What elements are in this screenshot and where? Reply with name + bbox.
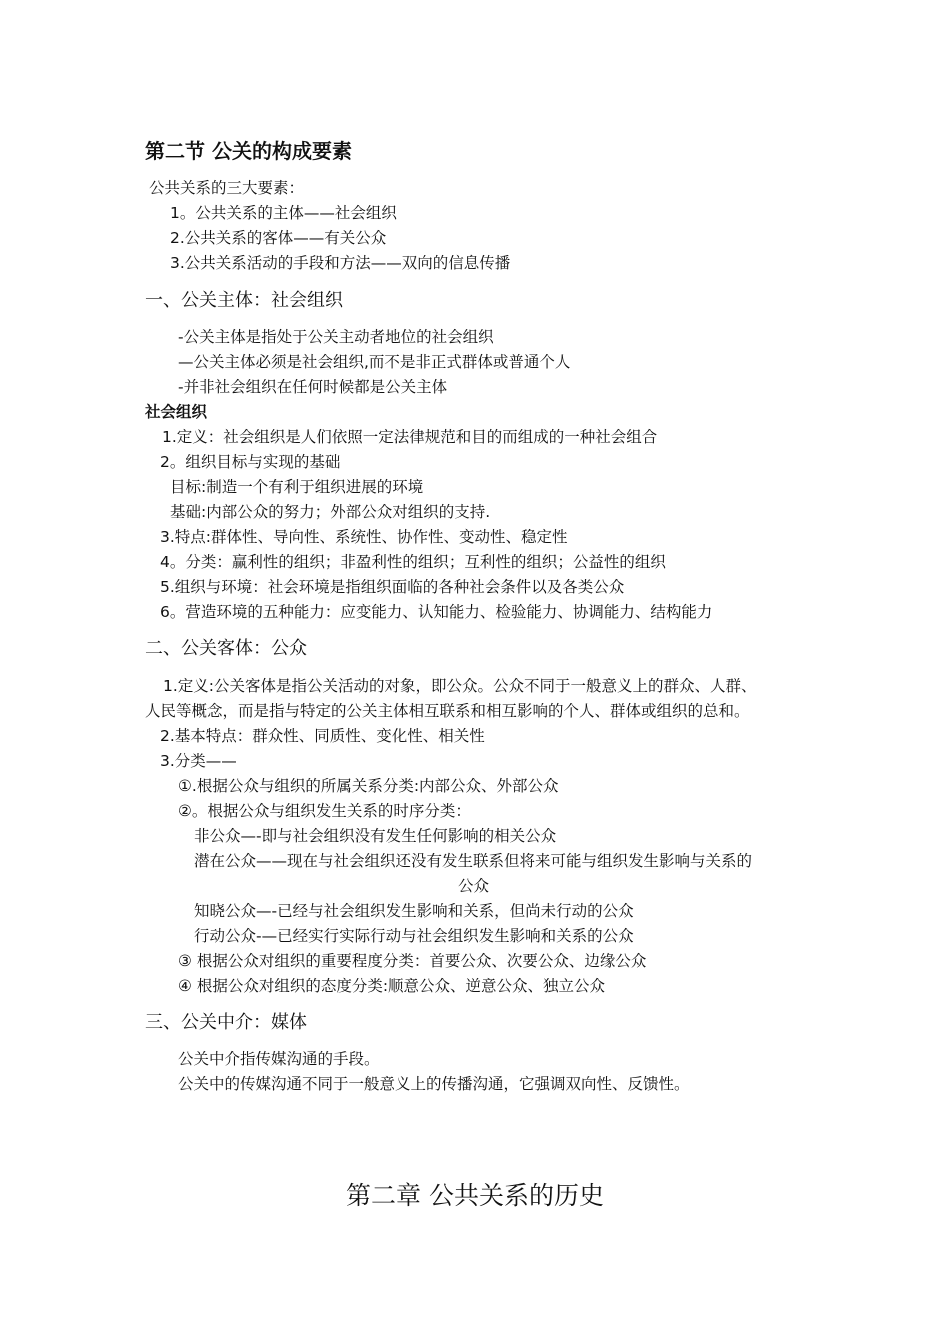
part2-line: 1.定义:公关客体是指公关活动的对象，即公众。公众不同于一般意义上的群众、人群、 — [163, 677, 757, 695]
part1-point: —公关主体必须是社会组织,而不是非正式群体或普通个人 — [178, 353, 571, 371]
part2-line: ③ 根据公众对组织的重要程度分类：首要公众、次要公众、边缘公众 — [178, 952, 647, 970]
chapter-title: 第二章 公共关系的历史 — [346, 1181, 604, 1210]
part1-line: 目标:制造一个有利于组织进展的环境 — [170, 478, 424, 496]
part2-line: 公众 — [458, 877, 490, 895]
part1-point: -公关主体是指处于公关主动者地位的社会组织 — [178, 328, 494, 346]
part2-line: 行动公众-—已经实行实际行动与社会组织发生影响和关系的公众 — [194, 927, 634, 945]
part2-line: 人民等概念，而是指与特定的公关主体相互联系和相互影响的个人、群体或组织的总和。 — [145, 702, 750, 720]
part1-line: 基础:内部公众的努力；外部公众对组织的支持. — [170, 503, 491, 521]
section-item: 1。公共关系的主体——社会组织 — [170, 204, 397, 222]
part3-line: 公关中的传媒沟通不同于一般意义上的传播沟通，它强调双向性、反馈性。 — [178, 1075, 690, 1093]
part3-line: 公关中介指传媒沟通的手段。 — [178, 1050, 380, 1068]
part2-line: 知晓公众—-已经与社会组织发生影响和关系，但尚未行动的公众 — [194, 902, 634, 920]
part2-line: ②。根据公众与组织发生关系的时序分类： — [178, 802, 471, 820]
part2-line: ①.根据公众与组织的所属关系分类:内部公众、外部公众 — [178, 777, 559, 795]
part1-line: 6。营造环境的五种能力：应变能力、认知能力、检验能力、协调能力、结构能力 — [160, 603, 713, 621]
part2-line: 2.基本特点：群众性、同质性、变化性、相关性 — [160, 727, 485, 745]
part2-line: ④ 根据公众对组织的态度分类:顺意公众、逆意公众、独立公众 — [178, 977, 606, 995]
part2-line: 非公众—-即与社会组织没有发生任何影响的相关公众 — [194, 827, 557, 845]
part3-heading: 三、公关中介：媒体 — [145, 1012, 307, 1033]
part2-heading: 二、公关客体：公众 — [145, 638, 307, 659]
part1-line: 4。分类：赢利性的组织；非盈利性的组织；互利性的组织；公益性的组织 — [160, 553, 666, 571]
part1-line: 1.定义：社会组织是人们依照一定法律规范和目的而组成的一种社会组合 — [162, 428, 658, 446]
part1-line: 3.特点:群体性、导向性、系统性、协作性、变动性、稳定性 — [160, 528, 568, 546]
part1-line: 2。组织目标与实现的基础 — [160, 453, 341, 471]
part1-point: -并非社会组织在任何时候都是公关主体 — [178, 378, 448, 396]
part1-heading: 一、公关主体：社会组织 — [145, 290, 343, 311]
section-item: 3.公共关系活动的手段和方法——双向的信息传播 — [170, 254, 511, 272]
section-title: 第二节 公关的构成要素 — [145, 139, 352, 163]
section-intro: 公共关系的三大要素： — [149, 179, 305, 197]
part1-subheading: 社会组织 — [145, 403, 208, 421]
part2-line: 3.分类—— — [160, 752, 237, 770]
part2-line: 潜在公众——现在与社会组织还没有发生联系但将来可能与组织发生影响与关系的 — [194, 852, 753, 870]
section-item: 2.公共关系的客体——有关公众 — [170, 229, 387, 247]
part1-line: 5.组织与环境：社会环境是指组织面临的各种社会条件以及各类公众 — [160, 578, 625, 596]
